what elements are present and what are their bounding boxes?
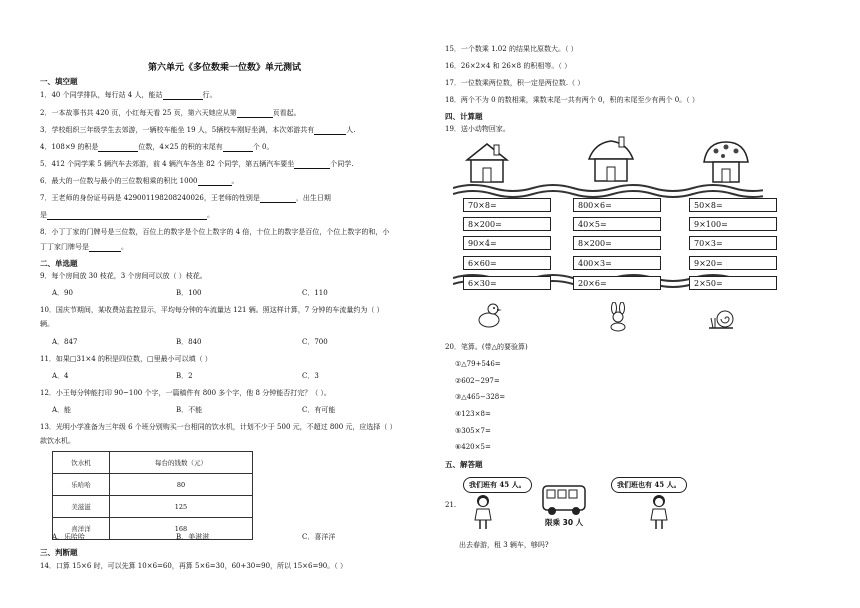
calc-box: 40×5= [573, 217, 661, 231]
calc-box: 90×4= [463, 236, 551, 250]
girl-icon [647, 494, 671, 530]
house-left-icon [463, 140, 511, 184]
q20-item: ④123×8= [455, 410, 491, 418]
mushroom-house-icon [701, 138, 751, 184]
q13-option-a: A．乐哈哈 [52, 533, 86, 541]
question-5: 5．412 个同学乘 5 辆汽车去郊游，前 4 辆汽车各坐 82 个同学，第五辆汽车要坐 个同学. [40, 160, 354, 168]
q11-option-c: C．3 [302, 372, 319, 380]
q10-option-b: B．840 [176, 338, 202, 346]
question-7-cont: 是 。 [40, 211, 214, 219]
table-row: 喜洋洋 168 [53, 518, 253, 540]
calc-box: 800×6= [573, 198, 661, 212]
calc-box: 9×20= [689, 256, 777, 270]
q20-item: ⑥420×5= [455, 443, 491, 451]
question-10-cont: 辆。 [40, 320, 54, 328]
q10-option-c: C．700 [302, 338, 328, 346]
q11-option-a: A．4 [52, 372, 69, 380]
snail-icon [707, 308, 737, 330]
bus-icon [541, 484, 587, 516]
q12-option-c: C．有可能 [302, 406, 336, 414]
question-21-text: 出去春游，租 3 辆车，够吗? [459, 541, 549, 549]
q20-item: ③△465−328= [455, 393, 506, 401]
bus-limit-label: 限乘 30 人 [545, 518, 584, 527]
question-6: 6．最大的一位数与最小的三位数相乘的积比 1000 。 [40, 177, 239, 185]
q13-option-c: C．喜洋洋 [302, 533, 336, 541]
q20-item: ⑤305×7= [455, 427, 491, 435]
question-8-cont: 丁丁家门牌号是 。 [40, 243, 128, 251]
house-middle-icon [585, 135, 637, 183]
question-10: 10．国庆节期间，某收费站监控显示，平均每分钟的车流量达 121 辆。照这样计算，7 分钟的车流量约为（ ） [40, 306, 384, 314]
wavy-path-lines [453, 180, 763, 290]
calc-box: 2×50= [689, 276, 777, 290]
question-9: 9．每个房间放 30 枝花，3 个房间可以放（ ）枝花。 [40, 272, 207, 280]
question-8: 8．小丁丁家的门牌号是三位数，百位上的数字是个位上数字的 4 倍，十位上的数字是百位，个位上数字的和，小 [40, 228, 390, 236]
q20-item: ①△79+546= [455, 360, 501, 368]
water-dispenser-table [52, 451, 253, 540]
section-answer: 五、解答题 [445, 460, 483, 469]
question-21: 21. [445, 501, 457, 509]
table-row: 美滋滋 125 [53, 496, 253, 518]
rabbit-icon [605, 302, 631, 332]
section-fill: 一、填空题 [40, 77, 78, 86]
speech-bubble-right: 我们班也有 45 人。 [611, 477, 687, 493]
question-11: 11．如果□31×4 的积是四位数，□里最小可以填（ ） [40, 355, 212, 363]
table-row: 乐哈哈 80 [53, 474, 253, 496]
q20-item: ②602−297= [455, 377, 500, 385]
calc-box: 6×60= [463, 256, 551, 270]
girl-icon [471, 494, 495, 530]
question-13: 13．光明小学准备为三年级 6 个班分别购买一台相同的饮水机，计划不少于 500 元，不超过 800 元，应选择（ ） [40, 423, 397, 431]
section-calc: 四、计算题 [445, 112, 483, 121]
calc-box: 9×100= [689, 217, 777, 231]
q12-option-b: B．不能 [176, 406, 203, 414]
calc-box: 70×3= [689, 236, 777, 250]
section-single: 二、单选题 [40, 259, 78, 268]
q12-option-a: A．能 [52, 406, 72, 414]
calc-box: 8×200= [463, 217, 551, 231]
calc-box: 8×200= [573, 236, 661, 250]
q11-option-b: B．2 [176, 372, 193, 380]
calc-box: 20×6= [573, 276, 661, 290]
duck-icon [475, 300, 503, 330]
question-13-cont: 款饮水机。 [40, 437, 75, 445]
question-7: 7．王老师的身份证号码是 429001198208240026，王老师的性别是 ，出生日期 [40, 194, 331, 202]
q9-option-c: C．110 [302, 289, 328, 297]
question-4: 4．108×9 的积是 位数，4×25 的积的末尾有 个 0。 [40, 143, 274, 151]
question-20: 20．笔算。(带△的要验算) [445, 343, 528, 351]
question-16: 16．26×2×4 和 26×8 的积相等。（ ） [445, 62, 572, 70]
q10-option-a: A．847 [52, 338, 78, 346]
question-19: 19．送小动物回家。 [445, 125, 510, 133]
question-12: 12．小王每分钟能打印 90~100 个字，一篇稿件有 800 多个字，他 8 分钟能否打完？（ ）。 [40, 389, 331, 397]
question-15: 15．一个数乘 1.02 的结果比原数大。（ ） [445, 45, 578, 53]
question-14: 14．口算 15×6 时，可以先算 10×6=60，再算 5×6=30，60+30=90，所以 15×6=90。（ ） [40, 562, 347, 570]
calc-box: 70×8= [463, 198, 551, 212]
calc-box: 50×8= [689, 198, 777, 212]
speech-bubble-left: 我们班有 45 人。 [463, 477, 532, 493]
calc-box: 400×3= [573, 256, 661, 270]
table-header-model: 饮水机 [53, 452, 110, 474]
q13-option-b: B．美滋滋 [176, 533, 210, 541]
page-title: 第六单元《多位数乘一位数》单元测试 [148, 63, 302, 73]
question-3: 3．学校组织三年级学生去郊游，一辆校车能坐 19 人，5辆校车刚好坐满，本次郊游共有 人. [40, 126, 356, 134]
question-18: 18．两个不为 0 的数相乘，乘数末尾一共有两个 0，积的末尾至少有两个 0。（ ） [445, 96, 699, 104]
question-17: 17．一位数乘两位数，积一定是两位数.（ ） [445, 79, 585, 87]
table-header-price: 每台的钱数（元） [110, 452, 253, 474]
q9-option-b: B．100 [176, 289, 202, 297]
question-2: 2．一本故事书共 420 页，小红每天看 25 页，第六天她应从第 页看起。 [40, 109, 301, 117]
calc-box: 6×30= [463, 276, 551, 290]
section-judge: 三、判断题 [40, 548, 78, 557]
q9-option-a: A．90 [52, 289, 73, 297]
question-1: 1．40 个同学排队，每行站 4 人，能站 行。 [40, 91, 217, 99]
